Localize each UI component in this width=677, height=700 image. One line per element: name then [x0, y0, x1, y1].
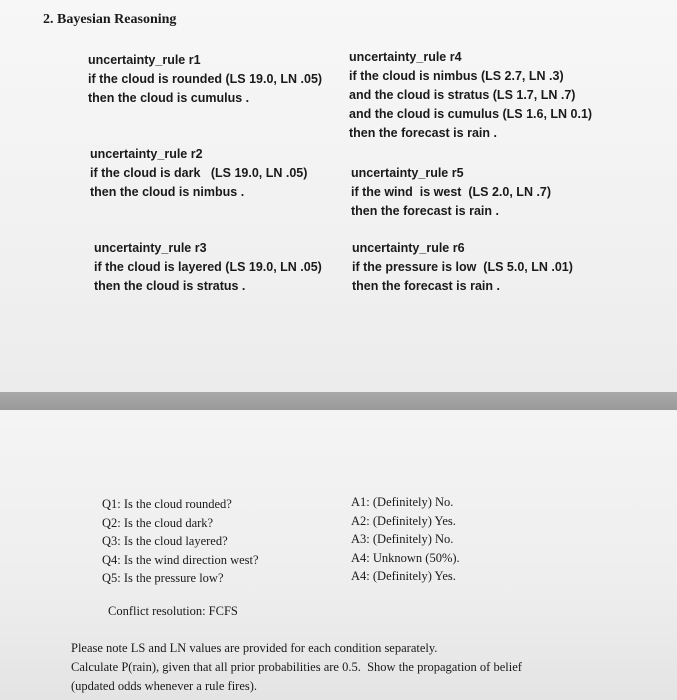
rule-r2	[90, 145, 307, 202]
rule-condition: if the cloud is dark (LS 19.0, LN .05)	[90, 166, 308, 180]
section-title: 2. Bayesian Reasoning	[43, 12, 177, 27]
rule-condition: if the cloud is nimbus (LS 2.7, LN .3)	[349, 69, 564, 83]
answer-item: A4: (Definitely) Yes.	[351, 569, 456, 583]
rule-condition: if the cloud is rounded (LS 19.0, LN .05)	[88, 72, 323, 86]
instructions-note	[71, 639, 631, 696]
rule-condition: and the cloud is cumulus (LS 1.6, LN 0.1)	[349, 107, 593, 121]
rule-conclusion: then the forecast is rain .	[352, 279, 500, 293]
note-line: (updated odds whenever a rule fires).	[71, 679, 258, 693]
answer-item: A1: (Definitely) No.	[351, 495, 454, 509]
rule-r3	[94, 239, 322, 296]
rule-r6	[352, 239, 573, 296]
rule-name: uncertainty_rule r2	[90, 147, 203, 161]
note-line: Please note LS and LN values are provided for each condition separately.	[71, 641, 438, 655]
question-item: Q5: Is the pressure low?	[102, 571, 224, 585]
rule-name: uncertainty_rule r3	[94, 241, 207, 255]
note-line: Calculate P(rain), given that all prior probabilities are 0.5. Show the propagation of belief	[71, 660, 522, 674]
rule-condition: if the cloud is layered (LS 19.0, LN .05)	[94, 260, 322, 274]
rule-r4	[349, 48, 592, 143]
rule-name: uncertainty_rule r6	[352, 241, 465, 255]
rule-condition: and the cloud is stratus (LS 1.7, LN .7)	[349, 88, 576, 102]
rule-condition: if the pressure is low (LS 5.0, LN .01)	[352, 260, 573, 274]
answer-list	[351, 493, 460, 586]
rule-conclusion: then the cloud is stratus .	[94, 279, 246, 293]
question-item: Q1: Is the cloud rounded?	[102, 497, 232, 511]
page-divider	[0, 392, 677, 410]
answer-item: A2: (Definitely) Yes.	[351, 513, 456, 528]
rule-name: uncertainty_rule r5	[351, 166, 464, 180]
answer-item: A4: Unknown (50%).	[351, 550, 460, 565]
rule-r1	[88, 51, 322, 108]
rule-conclusion: then the forecast is rain .	[349, 126, 497, 140]
rule-name: uncertainty_rule r1	[88, 53, 201, 67]
rule-conclusion: then the forecast is rain .	[351, 204, 499, 218]
question-item: Q4: Is the wind direction west?	[102, 552, 259, 567]
rule-conclusion: then the cloud is cumulus .	[88, 91, 250, 105]
rule-name: uncertainty_rule r4	[349, 50, 462, 64]
rule-r5	[351, 164, 551, 221]
question-item: Q2: Is the cloud dark?	[102, 515, 214, 530]
answer-item: A3: (Definitely) No.	[351, 532, 454, 546]
question-item: Q3: Is the cloud layered?	[102, 534, 228, 548]
question-list	[102, 495, 259, 588]
rule-condition: if the wind is west (LS 2.0, LN .7)	[351, 185, 552, 199]
rule-conclusion: then the cloud is nimbus .	[90, 185, 245, 199]
conflict-resolution: Conflict resolution: FCFS	[108, 604, 238, 618]
